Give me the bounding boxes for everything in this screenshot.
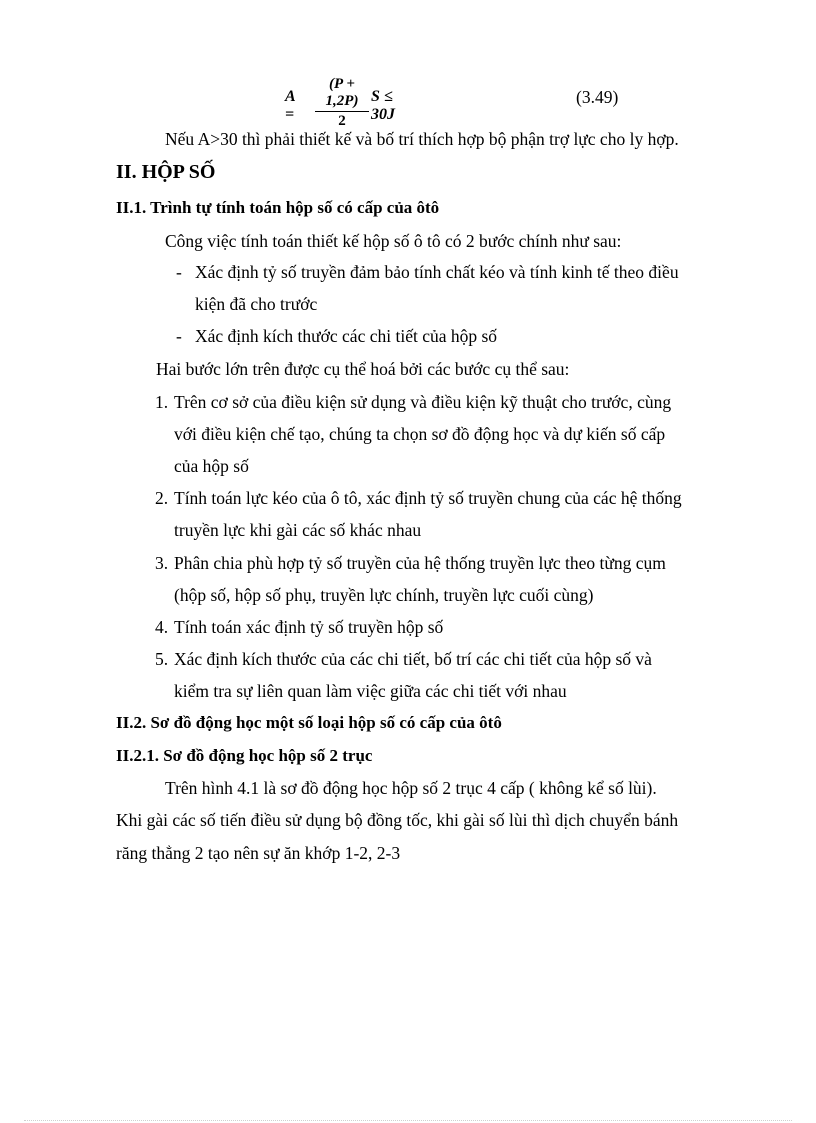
subsection-1-title: II.1. Trình tự tính toán hộp số có cấp của ôtô <box>116 198 440 217</box>
step-1-line-2: với điều kiện chế tạo, chúng ta chọn sơ đồ động học và dự kiến số cấp <box>174 424 666 444</box>
equation-rhs: S ≤ 30J <box>371 88 395 123</box>
step-1-line-3: của hộp số <box>174 456 249 476</box>
subsection-1-intro: Công việc tính toán thiết kế hộp số ô tô có 2 bước chính như sau: <box>165 231 622 251</box>
equation-denominator: 2 <box>338 113 346 129</box>
step-number: 1. <box>155 392 169 412</box>
section-title: II. HỘP SỐ <box>116 161 216 183</box>
bullet-marker: - <box>176 326 182 346</box>
step-number: 5. <box>155 649 169 669</box>
paragraph-line-3: răng thẳng 2 tạo nên sự ăn khớp 1-2, 2-3 <box>116 843 401 863</box>
step-number: 3. <box>155 553 169 573</box>
step-number: 2. <box>155 488 169 508</box>
equation-fraction <box>315 76 369 130</box>
intro-note: Nếu A>30 thì phải thiết kế và bố trí thích hợp bộ phận trợ lực cho ly hợp. <box>165 129 679 149</box>
step-2-line-1: Tính toán lực kéo của ô tô, xác định tỷ số truyền chung của các hệ thống <box>174 488 682 508</box>
paragraph-line-1: Trên hình 4.1 là sơ đồ động học hộp số 2 trục 4 cấp ( không kể số lùi). <box>165 778 657 798</box>
bullet-1-line-2: kiện đã cho trước <box>195 294 318 314</box>
subsection-2-title: II.2. Sơ đồ động học một số loại hộp số có cấp của ôtô <box>116 713 502 732</box>
equation-numerator: (P + 1,2P) <box>315 76 369 112</box>
page-bottom-border <box>24 1120 792 1121</box>
equation-lhs: A = <box>285 88 295 123</box>
bullet-1-line-1: Xác định tỷ số truyền đảm bảo tính chất kéo và tính kinh tế theo điều <box>195 262 679 282</box>
bullet-marker: - <box>176 262 182 282</box>
subsection-2-1-title: II.2.1. Sơ đồ động học hộp số 2 trục <box>116 746 373 765</box>
step-5-line-1: Xác định kích thước của các chi tiết, bố trí các chi tiết của hộp số và <box>174 649 652 669</box>
step-1-line-1: Trên cơ sở của điều kiện sử dụng và điều kiện kỹ thuật cho trước, cùng <box>174 392 672 412</box>
step-number: 4. <box>155 617 169 637</box>
bullet-2: Xác định kích thước các chi tiết của hộp số <box>195 326 498 346</box>
equation-number: (3.49) <box>576 87 619 107</box>
step-2-line-2: truyền lực khi gài các số khác nhau <box>174 520 422 540</box>
step-3-line-2: (hộp số, hộp số phụ, truyền lực chính, truyền lực cuối cùng) <box>174 585 594 605</box>
step-5-line-2: kiểm tra sự liên quan làm việc giữa các chi tiết với nhau <box>174 681 567 701</box>
step-3-line-1: Phân chia phù hợp tỷ số truyền của hệ thống truyền lực theo từng cụm <box>174 553 666 573</box>
paragraph-line-2: Khi gài các số tiến điều sử dụng bộ đồng tốc, khi gài số lùi thì dịch chuyển bánh <box>116 810 679 830</box>
steps-intro: Hai bước lớn trên được cụ thể hoá bởi các bước cụ thể sau: <box>156 359 570 379</box>
step-4-line-1: Tính toán xác định tỷ số truyền hộp số <box>174 617 444 637</box>
